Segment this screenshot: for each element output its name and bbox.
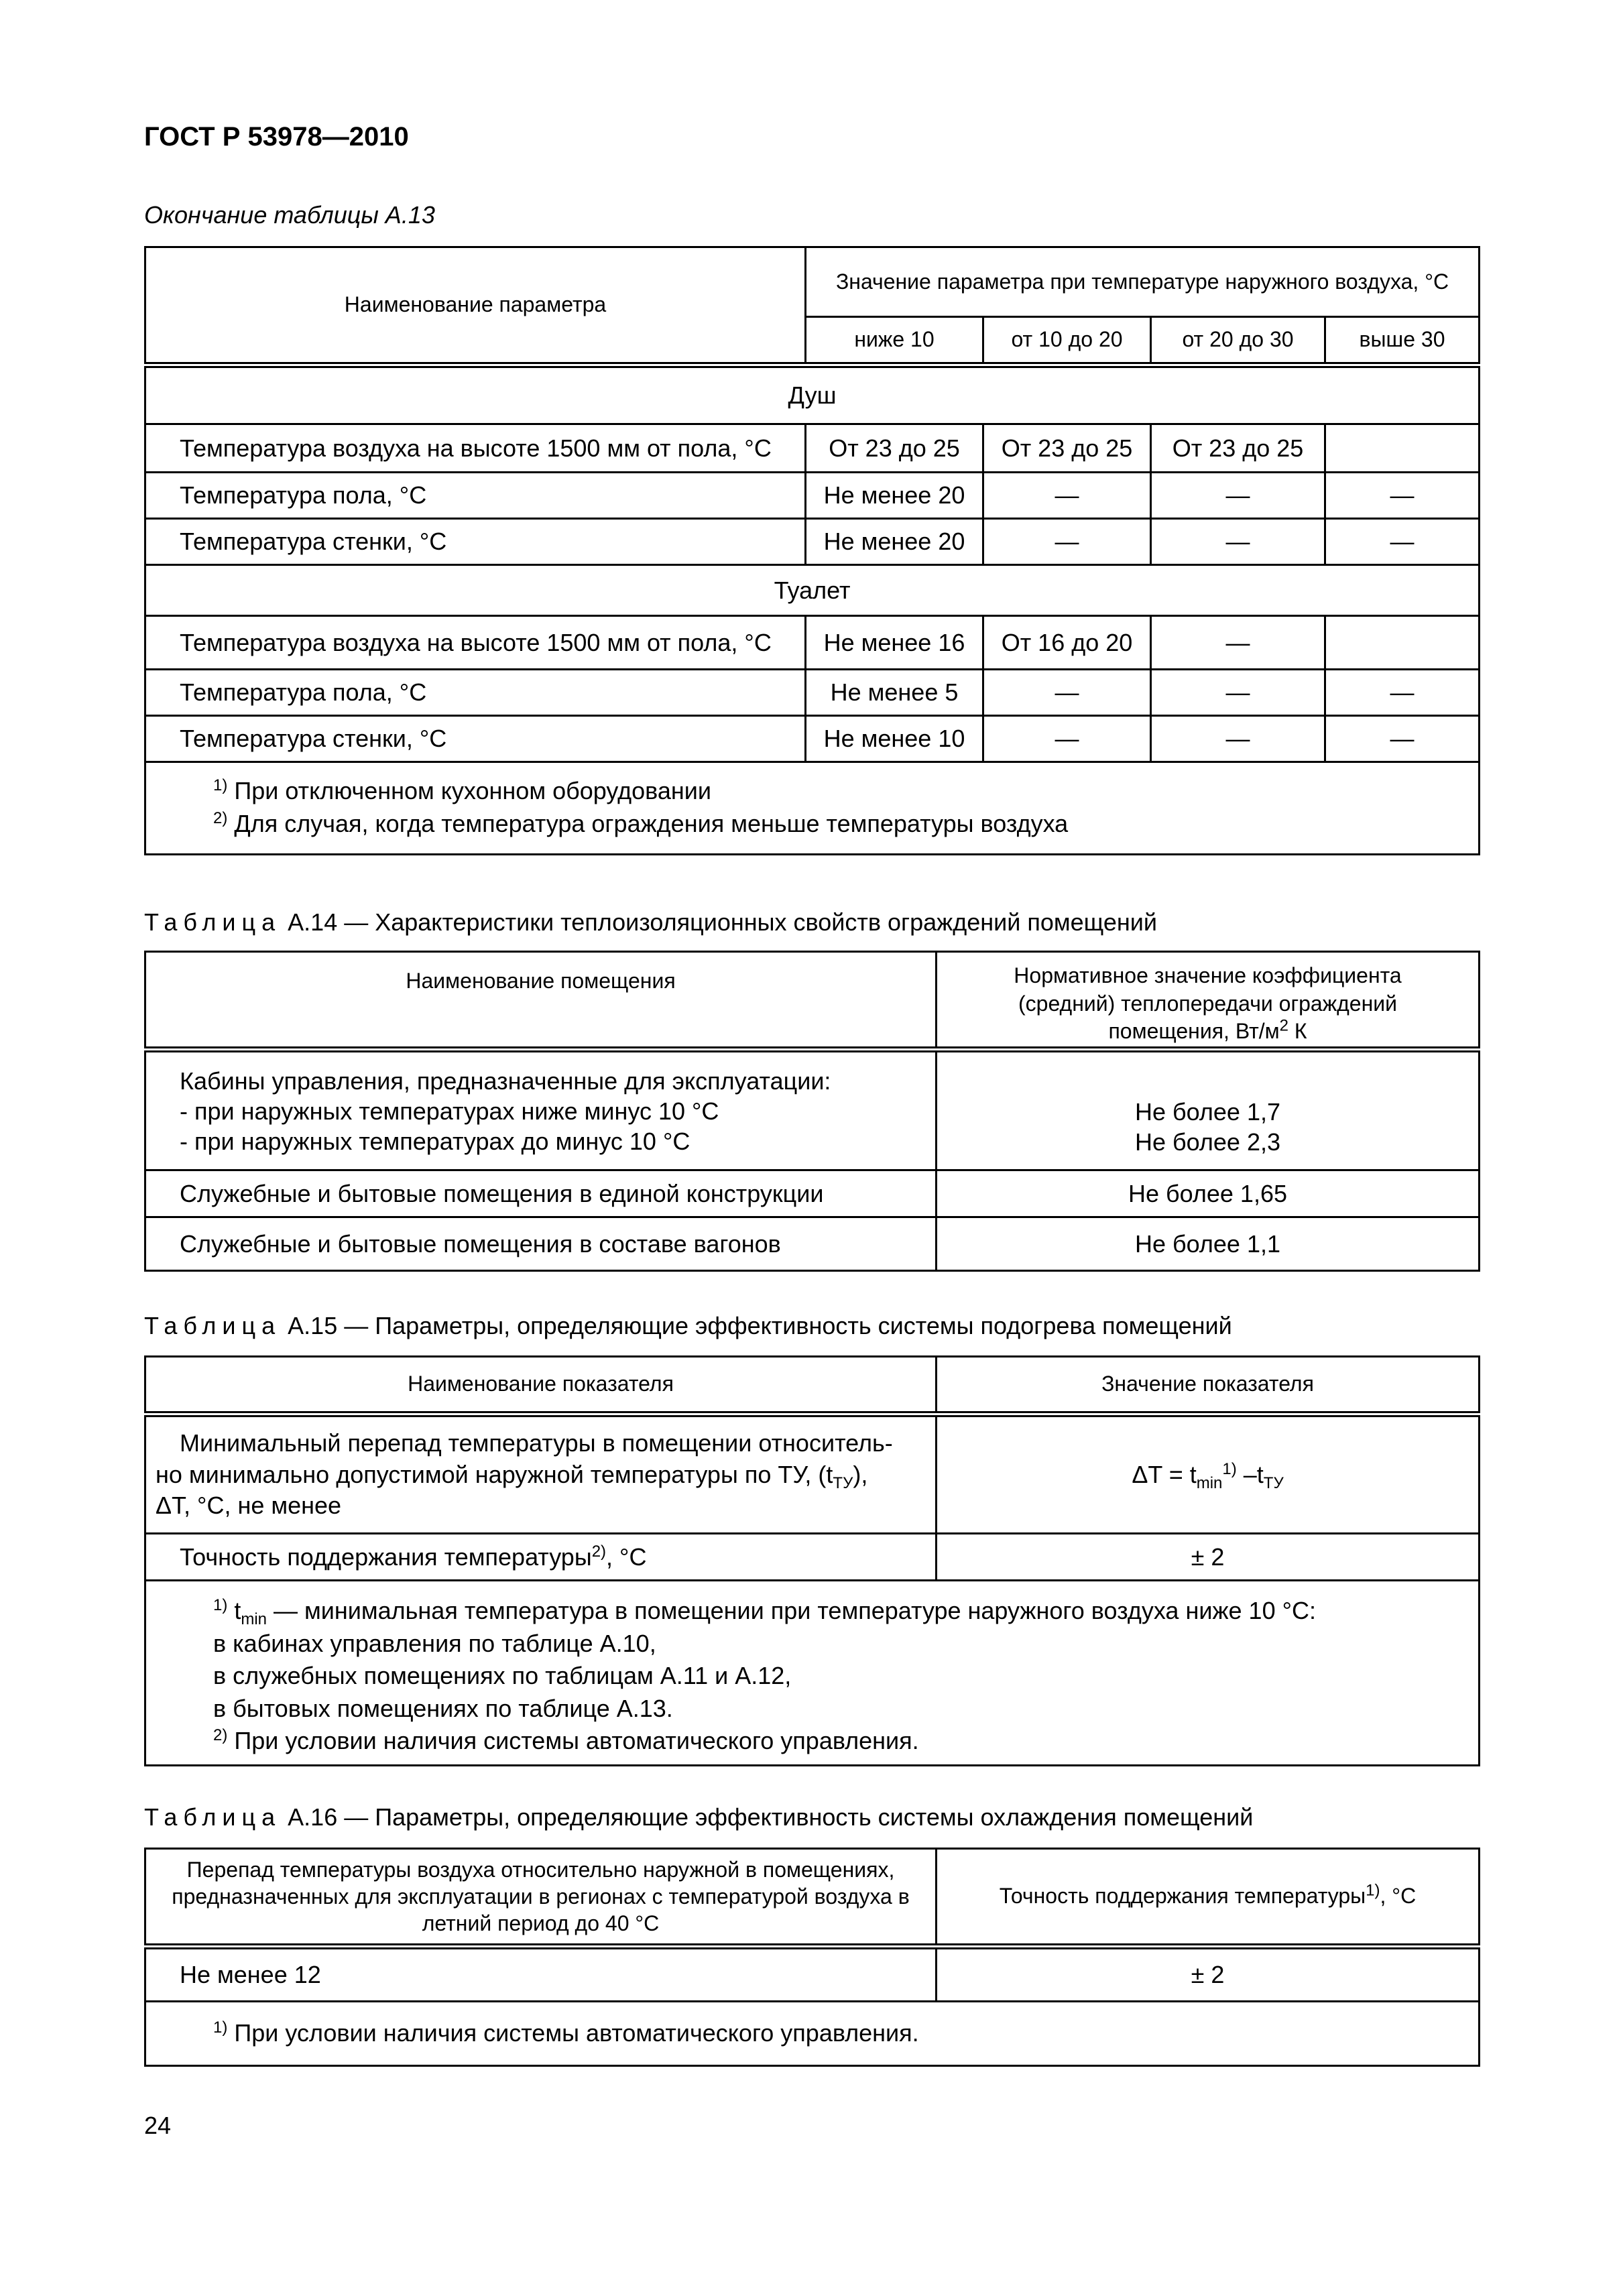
footnote-mark: 1) (213, 776, 228, 794)
table-cell: — (1325, 716, 1480, 762)
table-cell: — (983, 519, 1151, 565)
col-value-header: Значение параметра при температуре наружного воздуха, °С (806, 247, 1480, 317)
table-row-label: Не менее 12 (145, 1947, 937, 2002)
table-row-label: Температура воздуха на высоте 1500 мм от пола, °С (145, 616, 806, 670)
page-number: 24 (144, 2112, 172, 2139)
formula-cell: $\Delta T = t_{min}^{1)}$ $-t_{ТУ}$ (937, 1414, 1480, 1534)
table-cell: Не менее 10 (806, 716, 983, 762)
table-cell: — (983, 473, 1151, 519)
table-cell: От 23 до 25 (1151, 424, 1325, 473)
sub-col-header: выше 30 (1325, 317, 1480, 365)
table-row-label: Температура воздуха на высоте 1500 мм от пола, °С (145, 424, 806, 473)
table-cell: — (983, 670, 1151, 716)
col-value-header: Значение показателя (937, 1357, 1480, 1414)
col-param-header: Наименование параметра (145, 247, 806, 365)
table-row-label: Температура стенки, °С (145, 716, 806, 762)
table-cell: — (983, 716, 1151, 762)
table-row-label: Служебные и бытовые помещения в единой конструкции (145, 1170, 937, 1217)
table-a13-caption: Окончание таблицы А.13 (144, 201, 435, 229)
section-shower: Душ (145, 365, 1480, 424)
section-toilet: Туалет (145, 565, 1480, 616)
table-cell: — (1151, 670, 1325, 716)
footnote-text: При отключенном кухонном оборудовании (234, 777, 712, 804)
table-row-label: Служебные и бытовые помещения в составе вагонов (145, 1217, 937, 1271)
table-cell: ± 2 (937, 1947, 1480, 2002)
table-cell: Не более 1,1 (937, 1217, 1480, 1271)
table-cell: ± 2 (937, 1534, 1480, 1581)
table-cell: Не менее 20 (806, 519, 983, 565)
table-cell: Не более 1,65 (937, 1170, 1480, 1217)
table-cell (1325, 616, 1480, 670)
footnote-text: Для случая, когда температура ограждения меньше температуры воздуха (234, 809, 1069, 837)
sub-col-header: от 10 до 20 (983, 317, 1151, 365)
table-cell: — (1325, 519, 1480, 565)
sub-col-header: от 20 до 30 (1151, 317, 1325, 365)
table-cell: — (1325, 670, 1480, 716)
table-notes: $^{1)}$ При условии наличия системы автоматического управления. (145, 2002, 1480, 2066)
table-cell: Не более 1,7 Не более 2,3 (937, 1050, 1480, 1170)
table-row-label: Температура пола, °С (145, 473, 806, 519)
col-room-header: Наименование помещения (145, 952, 937, 1050)
table-row-label: Точность поддержания температуры$^{2)}$, °С (145, 1534, 937, 1581)
table-row-label: Температура стенки, °С (145, 519, 806, 565)
table-cell: От 23 до 25 (806, 424, 983, 473)
table-cell (1325, 424, 1480, 473)
table-a15 (144, 1355, 1480, 1766)
table-a14 (144, 951, 1480, 1272)
table-a13 (144, 246, 1480, 855)
table-cell: — (1151, 616, 1325, 670)
table-cell: Не менее 5 (806, 670, 983, 716)
table-cell: — (1151, 716, 1325, 762)
table-row-label: Кабины управления, предназначенные для эксплуатации: - при наружных температурах ниже минус 10 °С - при наружных температурах до минус 10 °С (145, 1050, 937, 1170)
table-a15-caption: Таблица А.15 — Параметры, определяющие эффективность системы подогрева помещений (144, 1312, 1232, 1339)
table-cell: Не менее 20 (806, 473, 983, 519)
table-cell: От 16 до 20 (983, 616, 1151, 670)
table-cell: Не менее 16 (806, 616, 983, 670)
col-indicator-header: Наименование показателя (145, 1357, 937, 1414)
sub-col-header: ниже 10 (806, 317, 983, 365)
table-cell: От 23 до 25 (983, 424, 1151, 473)
col-difference-header: Перепад температуры воздуха относительно наружной в помещениях, предназначенных для эксплуатации в регионах с температурой воздуха в летний период до 40 °С (145, 1849, 937, 1947)
table-notes (145, 762, 1480, 855)
col-accuracy-header: Точность поддержания температуры$^{1)}$, °С (937, 1849, 1480, 1947)
table-a16 (144, 1848, 1480, 2067)
col-coefficient-header: Нормативное значение коэффициента (средний) теплопередачи ограждений помещения, $Вт/м^2$ К (937, 952, 1480, 1050)
table-cell: — (1151, 473, 1325, 519)
footnote-mark: 2) (213, 808, 228, 827)
table-notes: $^{1)}$ $t_{min}$ — минимальная температура в помещении при температуре наружного воздуха ниже 10 °С: в кабинах управления по таблице А.10, в служебных помещениях по таблицам А.11 и А.12, в бытовых помещениях по таблице А.13. $^{2)}$ При условии наличия системы автоматического управления. (145, 1581, 1480, 1766)
table-cell: — (1325, 473, 1480, 519)
table-a14-caption: Таблица А.14 — Характеристики теплоизоляционных свойств ограждений помещений (144, 908, 1158, 936)
table-row-label: Температура пола, °С (145, 670, 806, 716)
document-header: ГОСТ Р 53978—2010 (144, 122, 409, 152)
table-a16-caption: Таблица А.16 — Параметры, определяющие эффективность системы охлаждения помещений (144, 1803, 1254, 1831)
table-cell: — (1151, 519, 1325, 565)
table-row-label: Минимальный перепад температуры в помещении относитель- но минимально допустимой наружной температуры по ТУ, $(t_{ТУ})$, ΔT, °С, не менее (145, 1414, 937, 1534)
